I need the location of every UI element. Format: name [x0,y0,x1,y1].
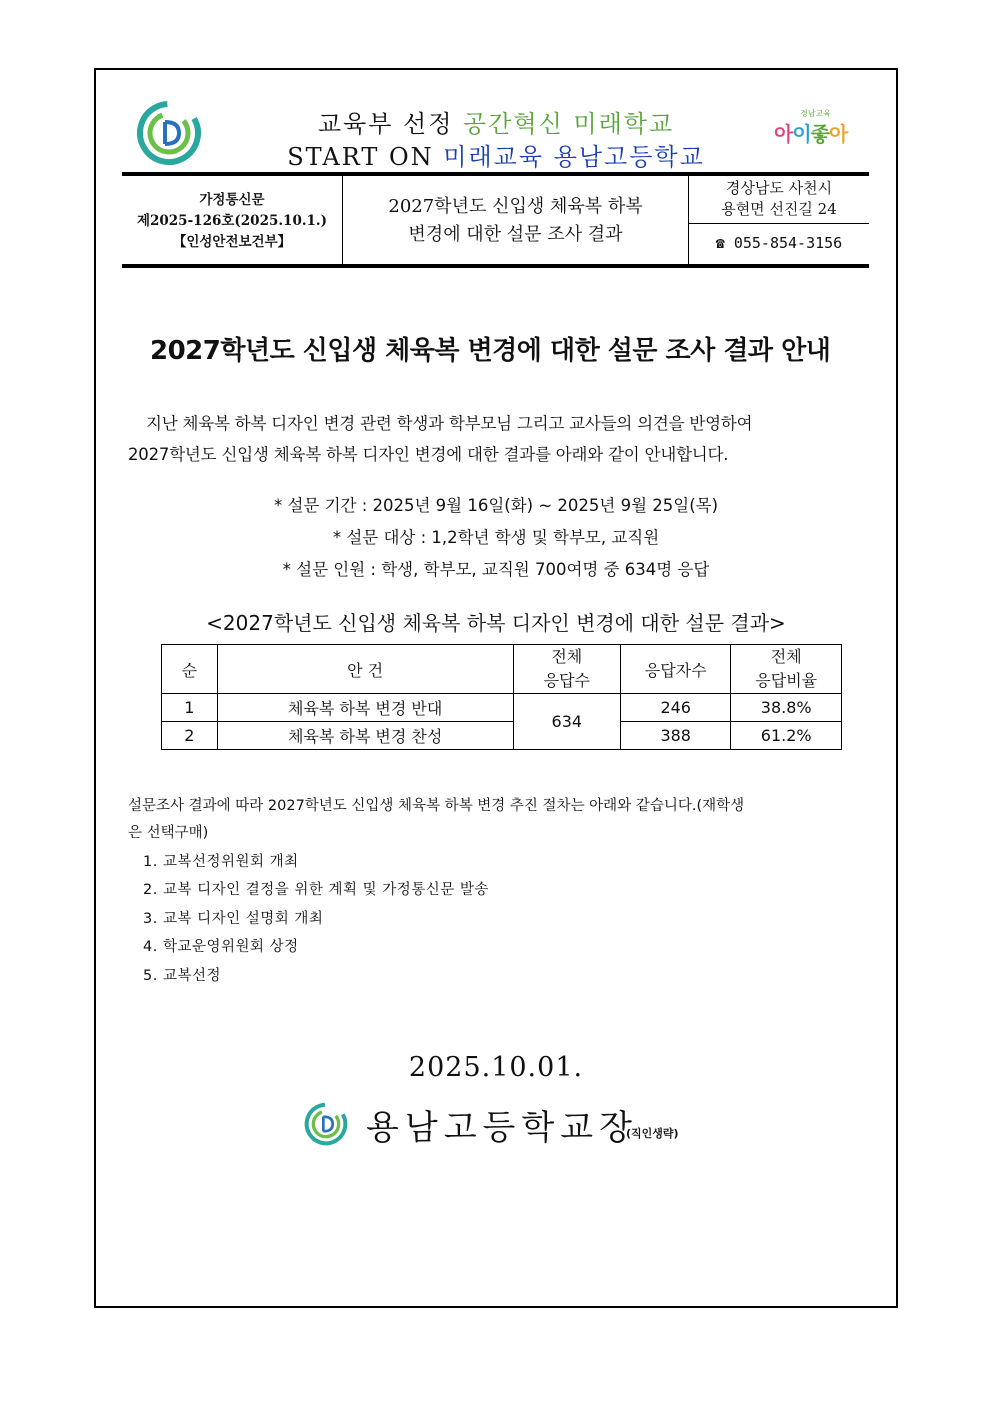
procedure-step: 5. 교복선정 [143,968,221,984]
table-caption: <2027학년도 신입생 체육복 하복 디자인 변경에 대한 설문 결과> [206,611,786,635]
table-row [162,694,842,722]
table-header-row [162,645,842,694]
procedure-step: 3. 교복 디자인 설명회 개최 [143,911,324,927]
brand-char-4: 아 [828,122,848,146]
school-logo-small-icon [304,1102,348,1146]
survey-people: * 설문 인원 : 학생, 학부모, 교직원 700여명 중 634명 응답 [282,560,710,579]
header-rule-bottom [122,264,869,268]
header-line-1-highlight: 공간혁신 미래학교 [463,110,675,138]
header-ratio [731,645,842,694]
document-subject [343,182,688,260]
row-no: 2 [162,722,218,750]
header-line-2-prefix: START ON [287,143,444,171]
school-phone: ☎ 055-854-3156 [715,234,843,252]
procedure-intro-line-1: 설문조사 결과에 따라 2027학년도 신입생 체육복 하복 변경 추진 절차는 아래와 같습니다.(재학생 [128,798,745,814]
brand-char-1: 아 [774,122,793,146]
doc-department: 【인성안전보건부】 [172,233,292,250]
row-no: 1 [162,694,218,722]
intro-line-1: 지난 체육복 하복 디자인 변경 관련 학생과 학부모님 그리고 교사들의 의견을 반영하여 [146,414,753,433]
principal-signature: 용남고등학교장 [366,1108,638,1148]
table-row [162,722,842,750]
seal-note: (직인생략) [626,1127,679,1140]
header-line-2-highlight: 미래교육 용남고등학교 [443,143,705,171]
header-total-responses-line-2: 응답수 [543,671,590,690]
header-total-responses-line-1: 전체 [551,647,583,666]
header-line-1-prefix: 교육부 선정 [317,110,464,138]
school-address [689,176,869,222]
header-respondents: 응답자수 [621,645,731,694]
brand-small-text: 경남교육 [800,109,831,118]
brand-big-text [774,118,847,147]
document-info [122,182,342,260]
header-ratio-line-2: 응답비율 [755,671,818,690]
row-count: 388 [621,722,731,750]
row-item: 체육복 하복 변경 반대 [217,694,513,722]
survey-period: * 설문 기간 : 2025년 9월 16일(화) ~ 2025년 9월 25일(목) [273,496,719,515]
page-title: 2027학년도 신입생 체육복 변경에 대한 설문 조사 결과 안내 [150,336,831,366]
row-ratio: 61.2% [731,722,842,750]
procedure-step: 1. 교복선정위원회 개최 [143,854,299,870]
subject-line-2: 변경에 대한 설문 조사 결과 [408,224,623,245]
row-count: 246 [621,694,731,722]
procedure-intro-line-2: 은 선택구매) [128,825,209,841]
brand-char-3: 좋 [810,122,829,146]
intro-line-2: 2027학년도 신입생 체육복 하복 디자인 변경에 대한 결과를 아래와 같이 안내합니다. [128,445,729,464]
subject-line-1: 2027학년도 신입생 체육복 하복 [388,196,643,217]
row-ratio: 38.8% [731,694,842,722]
info-divider-3 [689,223,869,224]
gyeongnam-education-logo [766,108,850,150]
header-item: 안 건 [217,645,513,694]
address-line-2: 용현면 선진길 24 [721,200,837,218]
header-total-responses [513,645,620,694]
procedure-step: 4. 학교운영위원회 상정 [143,939,299,955]
total-responses-cell: 634 [513,694,620,750]
header-no: 순 [162,645,218,694]
doc-type: 가정통신문 [199,191,265,208]
survey-target: * 설문 대상 : 1,2학년 학생 및 학부모, 교직원 [332,528,660,547]
row-item: 체육복 하복 변경 찬성 [217,722,513,750]
address-line-1: 경상남도 사천시 [725,179,833,197]
survey-result-table [161,644,842,750]
brand-char-2: 이 [792,122,811,146]
header-ratio-line-1: 전체 [770,647,802,666]
issue-date: 2025.10.01. [408,1052,584,1083]
doc-number: 제2025-126호(2025.10.1.) [136,212,328,229]
procedure-step: 2. 교복 디자인 결정을 위한 계획 및 가정통신문 발송 [143,882,489,898]
